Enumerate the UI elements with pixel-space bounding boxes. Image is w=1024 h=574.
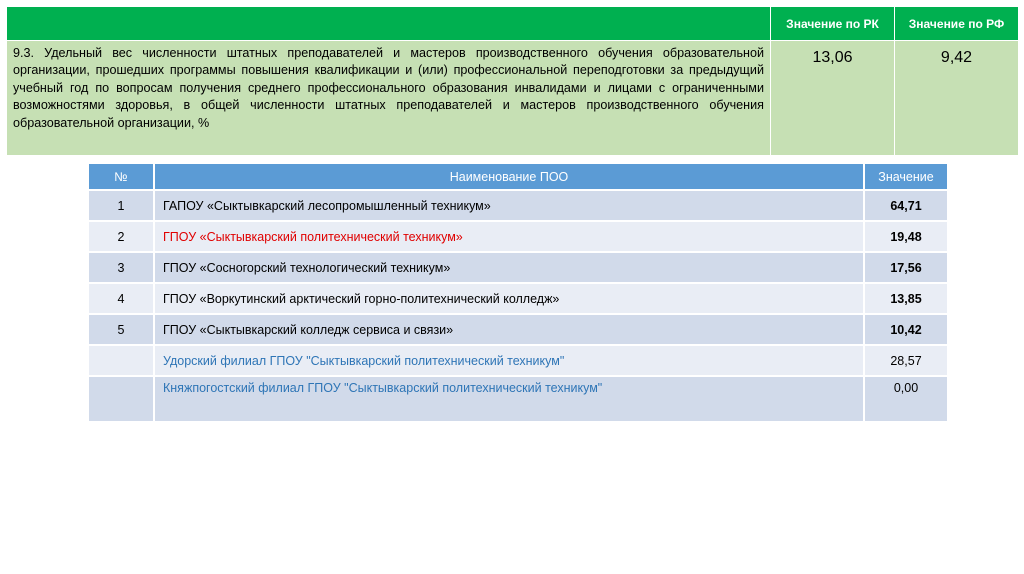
- table-row: [88, 221, 948, 252]
- row-name: ГАПОУ «Сыктывкарский лесопромышленный техникум»: [154, 190, 864, 221]
- table-row: [88, 283, 948, 314]
- indicator-header-row: [7, 7, 1019, 41]
- table-row: [88, 190, 948, 221]
- row-value: 10,42: [864, 314, 948, 345]
- indicator-header-blank: [7, 7, 771, 41]
- value-rf: 9,42: [895, 41, 1019, 156]
- row-number: 3: [88, 252, 154, 283]
- column-header-value: Значение: [864, 163, 948, 190]
- row-number: 4: [88, 283, 154, 314]
- row-name: ГПОУ «Воркутинский арктический горно-политехнический колледж»: [154, 283, 864, 314]
- row-number: 1: [88, 190, 154, 221]
- row-number: [88, 345, 154, 376]
- row-value: 13,85: [864, 283, 948, 314]
- institutions-header-row: [88, 163, 948, 190]
- row-name-branch: Удорский филиал ГПОУ "Сыктывкарский политехнический техникум": [154, 345, 864, 376]
- row-number: 5: [88, 314, 154, 345]
- table-row: [88, 376, 948, 422]
- row-number: [88, 376, 154, 422]
- indicator-table: [6, 6, 1019, 156]
- header-rf: Значение по РФ: [895, 7, 1019, 41]
- indicator-row: [7, 41, 1019, 156]
- indicator-description: 9.3. Удельный вес численности штатных преподавателей и мастеров производственного обучения образовательной организации, прошедших программы повышения квалификации и (или) профессиональной переподготовки за предыдущий учебный год по вопросам получения среднего профессионального образования инвалидами и лицами с ограниченными возможностями здоровья, в общей численности штатных преподавателей и мастеров производственного обучения образовательной организации, %: [7, 41, 771, 156]
- row-value: 19,48: [864, 221, 948, 252]
- row-number: 2: [88, 221, 154, 252]
- row-value: 0,00: [864, 376, 948, 422]
- row-name-branch: Княжпогостский филиал ГПОУ "Сыктывкарский политехнический техникум": [154, 376, 864, 422]
- row-name-highlighted: ГПОУ «Сыктывкарский политехнический техникум»: [154, 221, 864, 252]
- column-header-no: №: [88, 163, 154, 190]
- table-row: [88, 314, 948, 345]
- column-header-name: Наименование ПОО: [154, 163, 864, 190]
- row-name: ГПОУ «Сосногорский технологический техникум»: [154, 252, 864, 283]
- row-value: 64,71: [864, 190, 948, 221]
- table-row: [88, 252, 948, 283]
- row-name: ГПОУ «Сыктывкарский колледж сервиса и связи»: [154, 314, 864, 345]
- institutions-table: [87, 162, 949, 423]
- row-value: 17,56: [864, 252, 948, 283]
- header-rk: Значение по РК: [771, 7, 895, 41]
- value-rk: 13,06: [771, 41, 895, 156]
- row-value: 28,57: [864, 345, 948, 376]
- table-row: [88, 345, 948, 376]
